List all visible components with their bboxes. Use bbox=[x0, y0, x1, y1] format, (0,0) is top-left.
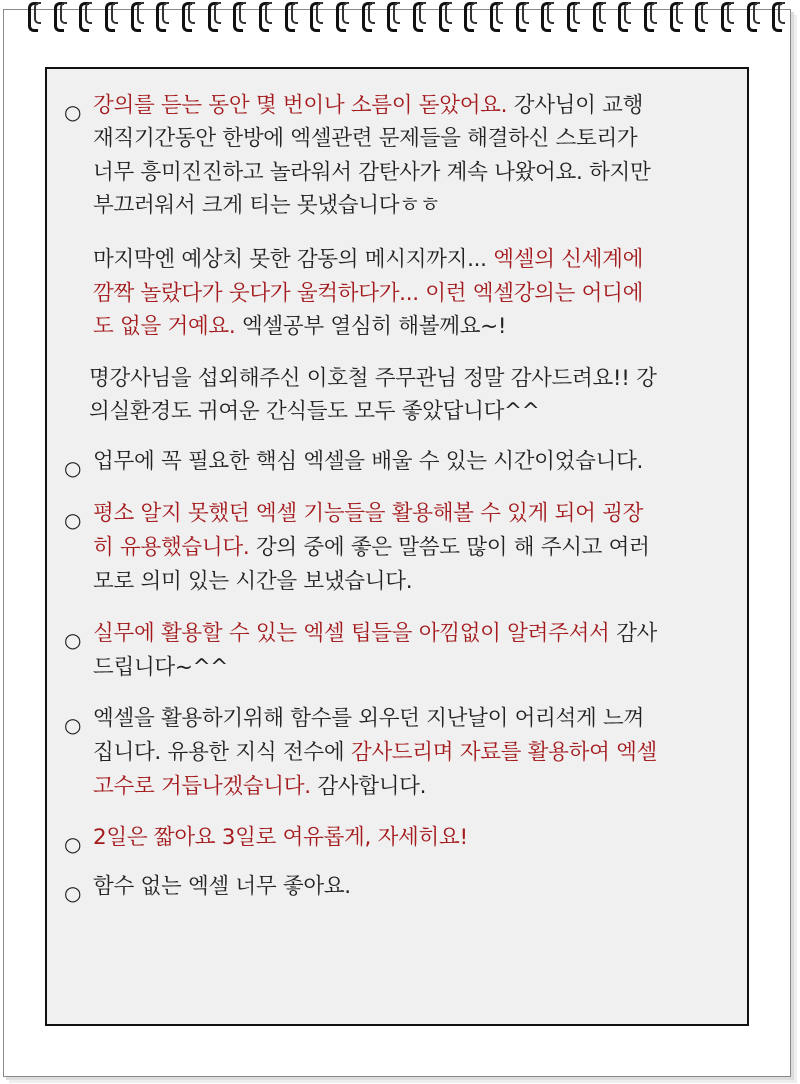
feedback-panel bbox=[45, 67, 749, 1026]
spiral-ring-icon bbox=[22, 0, 48, 30]
emphasized-text: 깜짝 놀랐다가 웃다가 울컥하다가... 이런 엑셀강의는 어디에 bbox=[93, 281, 644, 306]
spiral-ring-icon bbox=[73, 0, 99, 30]
text-segment: 감사합니다. bbox=[310, 774, 427, 799]
text-segment: 엑셀공부 열심히 해볼께요~! bbox=[235, 314, 507, 339]
spiral-ring-icon bbox=[458, 0, 484, 30]
text-segment: 너무 흥미진진하고 놀라워서 감탄사가 계속 나왔어요. 하지만 bbox=[93, 160, 651, 185]
spiral-ring-icon bbox=[510, 0, 536, 30]
emphasized-text: 도 없을 거예요. bbox=[93, 314, 236, 339]
text-line bbox=[93, 530, 650, 561]
text-line bbox=[93, 188, 440, 219]
text-line bbox=[93, 242, 643, 273]
text-line bbox=[93, 496, 643, 527]
text-segment: 부끄러워서 크게 티는 못냈습니다ㅎㅎ bbox=[93, 193, 441, 218]
spiral-ring-icon bbox=[176, 0, 202, 30]
emphasized-text: 엑셀의 신세계에 bbox=[493, 247, 644, 272]
text-segment: 강의 중에 좋은 말씀도 많이 해 주시고 여러 bbox=[249, 535, 650, 560]
text-line bbox=[93, 735, 657, 766]
spiral-ring-icon bbox=[612, 0, 638, 30]
emphasized-text: 감사드리며 자료를 활용하여 엑셀 bbox=[350, 740, 658, 765]
text-segment: 마지막엔 예상치 못한 감동의 메시지까지... bbox=[93, 247, 494, 272]
spiral-ring-icon bbox=[587, 0, 613, 30]
spiral-ring-icon bbox=[150, 0, 176, 30]
text-segment: 드립니다~^^ bbox=[93, 655, 229, 680]
spiral-ring-icon bbox=[304, 0, 330, 30]
spiral-ring-icon bbox=[330, 0, 356, 30]
emphasized-text: 2일은 짧아요 3일로 여유롭게, 자세히요! bbox=[93, 825, 468, 850]
circle-bullet-icon: ○ bbox=[64, 456, 82, 480]
emphasized-text: 히 유용했습니다. bbox=[93, 535, 250, 560]
spiral-ring-icon bbox=[766, 0, 792, 30]
text-line bbox=[93, 121, 637, 152]
spiral-ring-icon bbox=[356, 0, 382, 30]
spiral-ring-icon bbox=[535, 0, 561, 30]
text-line bbox=[93, 564, 412, 595]
text-segment: 업무에 꼭 필요한 핵심 엑셀을 배울 수 있는 시간이었습니다. bbox=[93, 449, 644, 474]
spiral-ring-icon bbox=[664, 0, 690, 30]
text-line bbox=[93, 88, 643, 119]
spiral-ring-icon bbox=[253, 0, 279, 30]
text-segment: 함수 없는 엑셀 너무 좋아요. bbox=[93, 874, 351, 899]
emphasized-text: 평소 알지 못했던 엑셀 기능들을 활용해볼 수 있게 되어 굉장 bbox=[93, 501, 644, 526]
spiral-ring-icon bbox=[741, 0, 767, 30]
circle-bullet-icon: ○ bbox=[64, 100, 82, 124]
spiral-ring-icon bbox=[202, 0, 228, 30]
text-line bbox=[93, 701, 644, 732]
text-line bbox=[89, 361, 657, 392]
spiral-ring-icon bbox=[279, 0, 305, 30]
text-line bbox=[93, 616, 657, 647]
text-segment: 의실환경도 귀여운 간식들도 모두 좋았답니다^^ bbox=[89, 399, 540, 424]
text-line bbox=[93, 155, 650, 186]
text-segment: 강사님이 교행 bbox=[507, 93, 644, 118]
text-line bbox=[93, 769, 426, 800]
spiral-ring-icon bbox=[484, 0, 510, 30]
spiral-ring-icon bbox=[638, 0, 664, 30]
text-segment: 모로 의미 있는 시간을 보냈습니다. bbox=[93, 569, 413, 594]
emphasized-text: 실무에 활용할 수 있는 엑셀 팁들을 아낌없이 알려주셔서 bbox=[93, 621, 610, 646]
text-line bbox=[93, 869, 351, 900]
text-segment: 재직기간동안 한방에 엑셀관련 문제들을 해결하신 스토리가 bbox=[93, 126, 638, 151]
circle-bullet-icon: ○ bbox=[64, 508, 82, 532]
text-segment: 명강사님을 섭외해주신 이호철 주무관님 정말 감사드려요!! 강 bbox=[89, 366, 657, 391]
spiral-ring-icon bbox=[433, 0, 459, 30]
spiral-ring-icon bbox=[561, 0, 587, 30]
spiral-ring-icon bbox=[99, 0, 125, 30]
spiral-ring-icon bbox=[125, 0, 151, 30]
text-segment: 감사 bbox=[609, 621, 658, 646]
text-line bbox=[93, 276, 643, 307]
spiral-ring-icon bbox=[689, 0, 715, 30]
emphasized-text: 강의를 듣는 동안 몇 번이나 소름이 돋았어요. bbox=[93, 93, 508, 118]
spiral-ring-icon bbox=[407, 0, 433, 30]
text-line bbox=[89, 394, 539, 425]
emphasized-text: 고수로 거듭나겠습니다. bbox=[93, 774, 311, 799]
spiral-ring-icon bbox=[48, 0, 74, 30]
text-segment: 집니다. 유용한 지식 전수에 bbox=[93, 740, 351, 765]
spiral-ring-icon bbox=[381, 0, 407, 30]
circle-bullet-icon: ○ bbox=[64, 628, 82, 652]
spiral-ring-icon bbox=[715, 0, 741, 30]
text-line bbox=[93, 309, 506, 340]
spiral-binding bbox=[22, 0, 792, 30]
spiral-ring-icon bbox=[227, 0, 253, 30]
text-line bbox=[93, 444, 643, 475]
circle-bullet-icon: ○ bbox=[64, 713, 82, 737]
text-segment: 엑셀을 활용하기위해 함수를 외우던 지난날이 어리석게 느껴 bbox=[93, 706, 644, 731]
circle-bullet-icon: ○ bbox=[64, 832, 82, 856]
text-line bbox=[93, 820, 468, 851]
circle-bullet-icon: ○ bbox=[64, 881, 82, 905]
text-line bbox=[93, 650, 228, 681]
